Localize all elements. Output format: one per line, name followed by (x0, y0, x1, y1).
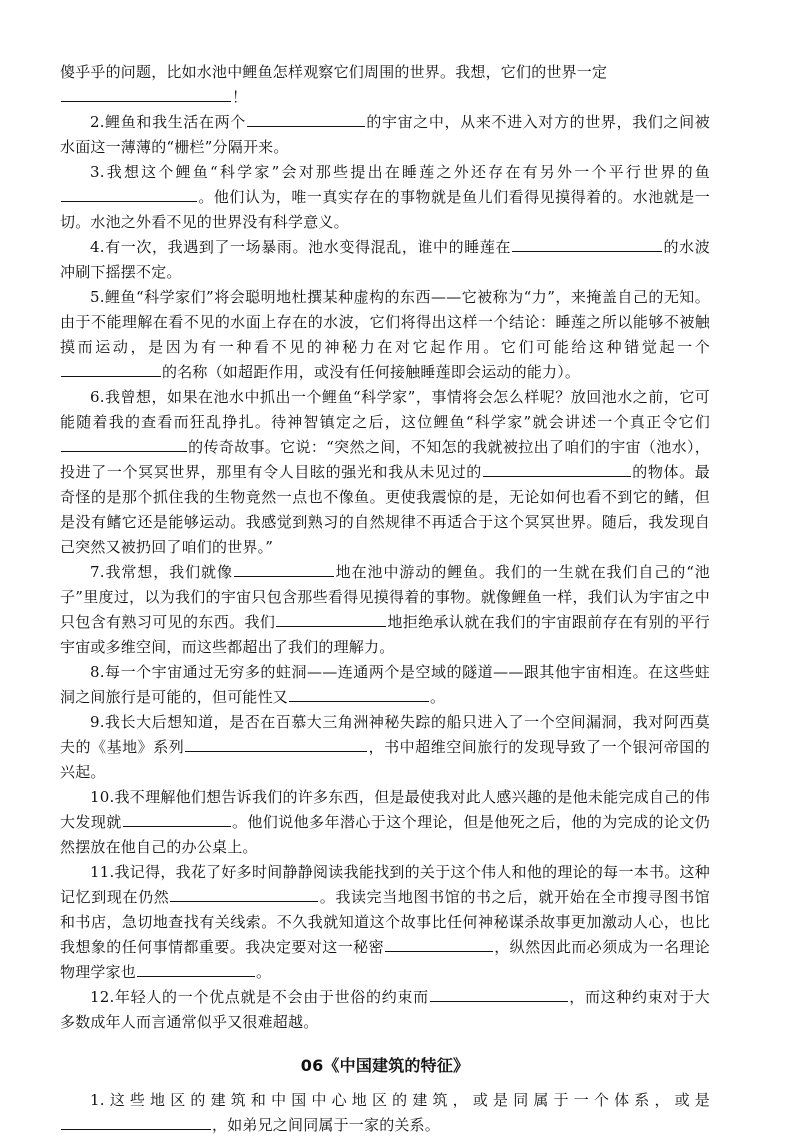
blank[interactable] (123, 811, 231, 827)
paragraph-8: 8.每一个宇宙通过无穷多的蛀洞——连通两个是空域的隧道——跟其他宇宙相连。在这些蛀洞之间旅行是可能的，但可能性又 。 (60, 663, 710, 706)
blank[interactable] (483, 461, 631, 477)
blank[interactable] (61, 86, 231, 102)
blank[interactable] (289, 686, 429, 702)
blank[interactable] (185, 736, 367, 752)
blank[interactable] (61, 1114, 211, 1130)
blank[interactable] (385, 936, 493, 952)
blank[interactable] (61, 361, 161, 377)
paragraph-6: 6.我曾想，如果在池水中抓出一个鲤鱼“科学家”，事情将会怎么样呢？放回池水之前，它可能随着我的查看而狂乱挣扎。待神智镇定之后，这位鲤鱼“科学家”就会讲述一个真正令它们的传奇故事。它说：“突然之间，不知怎的我就被拉出了咱们的宇宙（池水），投进了一个冥冥世界，那里有令人目眩的强光和我从未见过的 的物体。最奇怪的是那个抓住我的生物竟然一点也不像鱼。更使我震惊的是，无论如何也看不到它的鳍，但是没有鳍它还是能够运动。我感觉到熟习的自然规律不再适合于这个冥冥世界。随后，我发现自己突然又被扔回了咱们的世界。” (60, 388, 710, 556)
paragraph-10: 10.我不理解他们想告诉我们的许多东西，但是最使我对此人感兴趣的是他未能完成自己的伟大发现就 。他们说他多年潜心于这个理论，但是他死之后，他的为完成的论文仍然摆放在他自己的办公桌上。 (60, 788, 710, 856)
paragraph-7: 7.我常想，我们就像 地在池中游动的鲤鱼。我们的一生就在我们自己的“池子”里度过，以为我们的宇宙只包含那些看得见摸得着的事物。就像鲤鱼一样，我们认为宇宙之中只包含有熟习可见的东西。我们 地拒绝承认就在我们的宇宙跟前存在有别的平行宇宙或多维空间，而这些都超出了我们的理解力。 (60, 563, 710, 656)
document-page (60, 60, 710, 1138)
blank[interactable] (170, 886, 318, 902)
blank[interactable] (512, 236, 662, 252)
paragraph-12: 12.年轻人的一个优点就是不会由于世俗的约束而 ，而这种约束对于大多数成年人而言通常似乎又很难超越。 (60, 988, 710, 1031)
paragraph-5: 5.鲤鱼“科学家们”将会聪明地杜撰某种虚构的东西——它被称为“力”，来掩盖自己的无知。由于不能理解在看不见的水面上存在的水波，它们将得出这样一个结论：睡莲之所以能够不被触摸而运动，是因为有一种看不见的神秘力在对它起作用。它们可能给这种错觉起一个的名称（如超距作用，或没有任何接触睡莲即会运动的能力）。 (60, 288, 710, 381)
blank[interactable] (276, 611, 386, 627)
question-1: 1.这些地区的建筑和中国中心地区的建筑，或是同属于一个体系，或是，如弟兄之间同属于一家的关系。 (60, 1088, 710, 1138)
blank[interactable] (430, 986, 568, 1002)
paragraph-9: 9.我长大后想知道，是否在百慕大三角洲神秘失踪的船只进入了一个空间漏洞，我对阿西莫夫的《基地》系列 ，书中超维空间旅行的发现导致了一个银河帝国的兴起。 (60, 713, 710, 781)
blank[interactable] (234, 561, 334, 577)
paragraph-11: 11.我记得，我花了好多时间静静阅读我能找到的关于这个伟人和他的理论的每一本书。这种记忆到现在仍然 。我读完当地图书馆的书之后，就开始在全市搜寻图书馆和书店，急切地查找有关线索。不久我就知道这个故事比任何神秘谋杀故事更加激动人心，也比我想象的任何事情都重要。我决定要对这一秘密 ，纵然因此而必须成为一名理论物理学家也 。 (60, 863, 710, 981)
paragraph-2: 2.鲤鱼和我生活在两个 的宇宙之中，从来不进入对方的世界，我们之间被水面这一薄薄的“栅栏”分隔开来。 (60, 113, 711, 156)
blank[interactable] (247, 111, 365, 127)
blank[interactable] (61, 186, 197, 202)
blank[interactable] (61, 436, 187, 452)
blank[interactable] (137, 961, 255, 977)
paragraph-3: 3.我想这个鲤鱼“科学家”会对那些提出在睡莲之外还存在有另外一个平行世界的鱼。他们认为，唯一真实存在的事物就是鱼儿们看得见摸得着的。水池就是一切。水池之外看不见的世界没有科学意义。 (60, 163, 710, 231)
section-heading: 06《中国建筑的特征》 (300, 1056, 470, 1075)
paragraph-1-continued: 傻乎乎的问题，比如水池中鲤鱼怎样观察它们周围的世界。我想，它们的世界一定 ！ (60, 63, 608, 106)
paragraph-4: 4.有一次，我遇到了一场暴雨。池水变得混乱，谁中的睡莲在 的水波冲刷下摇摆不定。 (60, 238, 710, 281)
